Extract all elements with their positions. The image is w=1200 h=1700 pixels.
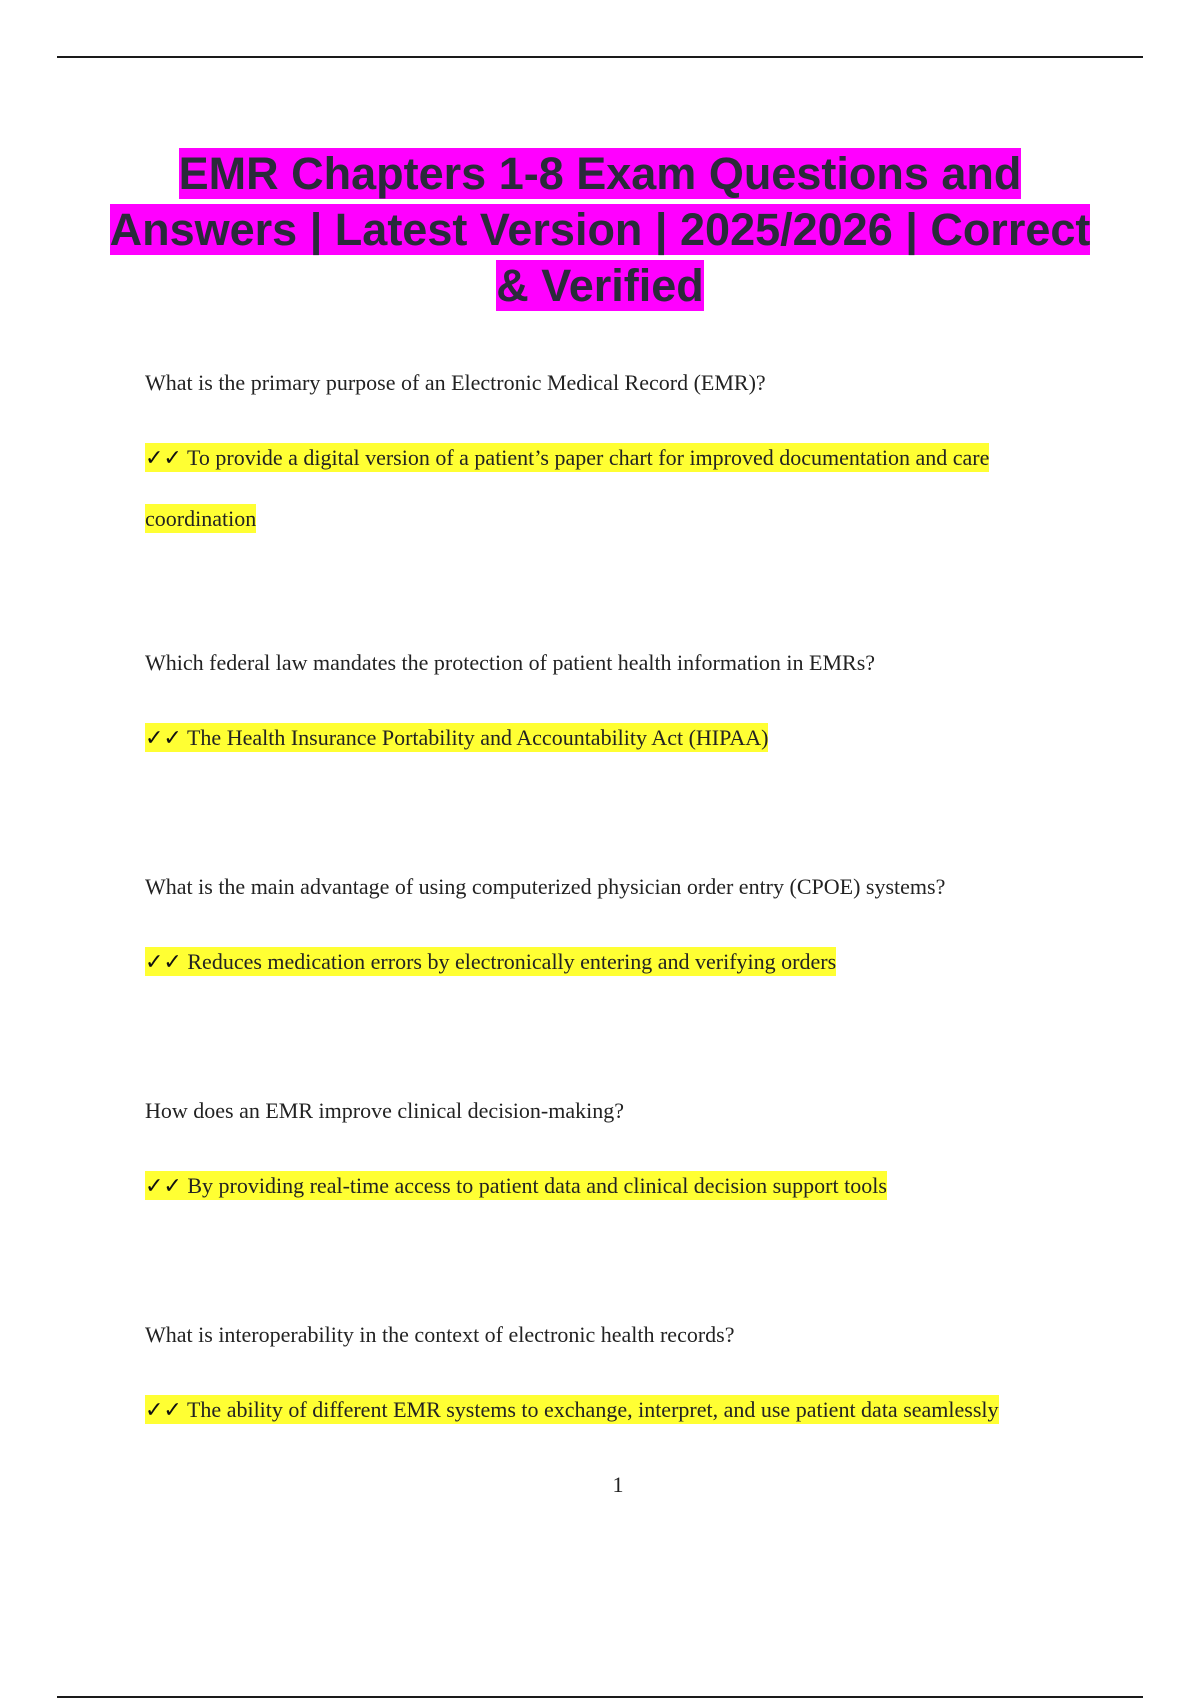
- page-number: 1: [612, 1472, 624, 1497]
- double-check-icon: ✓✓: [145, 446, 182, 471]
- answer-highlight: [145, 443, 989, 533]
- document-title: EMR Chapters 1-8 Exam Questions and Answers | Latest Version | 2025/2026 | Correct & Verified: [109, 148, 1091, 311]
- answer-text: The ability of different EMR systems to exchange, interpret, and use patient data seamlessly: [186, 1397, 999, 1422]
- answer-line: [145, 932, 1105, 993]
- title-block: [100, 146, 1100, 314]
- question-text: What is the primary purpose of an Electronic Medical Record (EMR)?: [145, 370, 766, 395]
- answer-line: [145, 708, 1105, 769]
- answer-line: [145, 428, 1105, 549]
- question-text: What is the main advantage of using computerized physician order entry (CPOE) systems?: [145, 874, 946, 899]
- answer-line: [145, 1156, 1105, 1217]
- answer-text: To provide a digital version of a patient’s paper chart for improved documentation and care coordination: [145, 445, 990, 531]
- double-check-icon: ✓✓: [145, 1174, 182, 1199]
- qa-item: [145, 1096, 1105, 1217]
- answer-text: By providing real-time access to patient data and clinical decision support tools: [187, 1173, 887, 1198]
- qa-item: [145, 1320, 1145, 1441]
- qa-item: [145, 368, 1105, 549]
- answer-text: The Health Insurance Portability and Accountability Act (HIPAA): [186, 725, 769, 750]
- answer-line: [145, 1380, 1145, 1441]
- answer-highlight: [145, 1395, 999, 1424]
- bottom-rule: [57, 1696, 1143, 1698]
- qa-item: [145, 648, 1105, 769]
- answer-highlight: [145, 947, 836, 976]
- question-text: Which federal law mandates the protection of patient health information in EMRs?: [145, 650, 876, 675]
- top-rule: [57, 56, 1143, 58]
- answer-highlight: [145, 1171, 887, 1200]
- answer-text: Reduces medication errors by electronically entering and verifying orders: [187, 949, 837, 974]
- question-text: What is interoperability in the context of electronic health records?: [145, 1322, 735, 1347]
- answer-highlight: [145, 723, 768, 752]
- double-check-icon: ✓✓: [145, 726, 182, 751]
- qa-item: [145, 872, 1105, 993]
- double-check-icon: ✓✓: [145, 950, 182, 975]
- question-text: How does an EMR improve clinical decision-making?: [145, 1098, 624, 1123]
- double-check-icon: ✓✓: [145, 1398, 182, 1423]
